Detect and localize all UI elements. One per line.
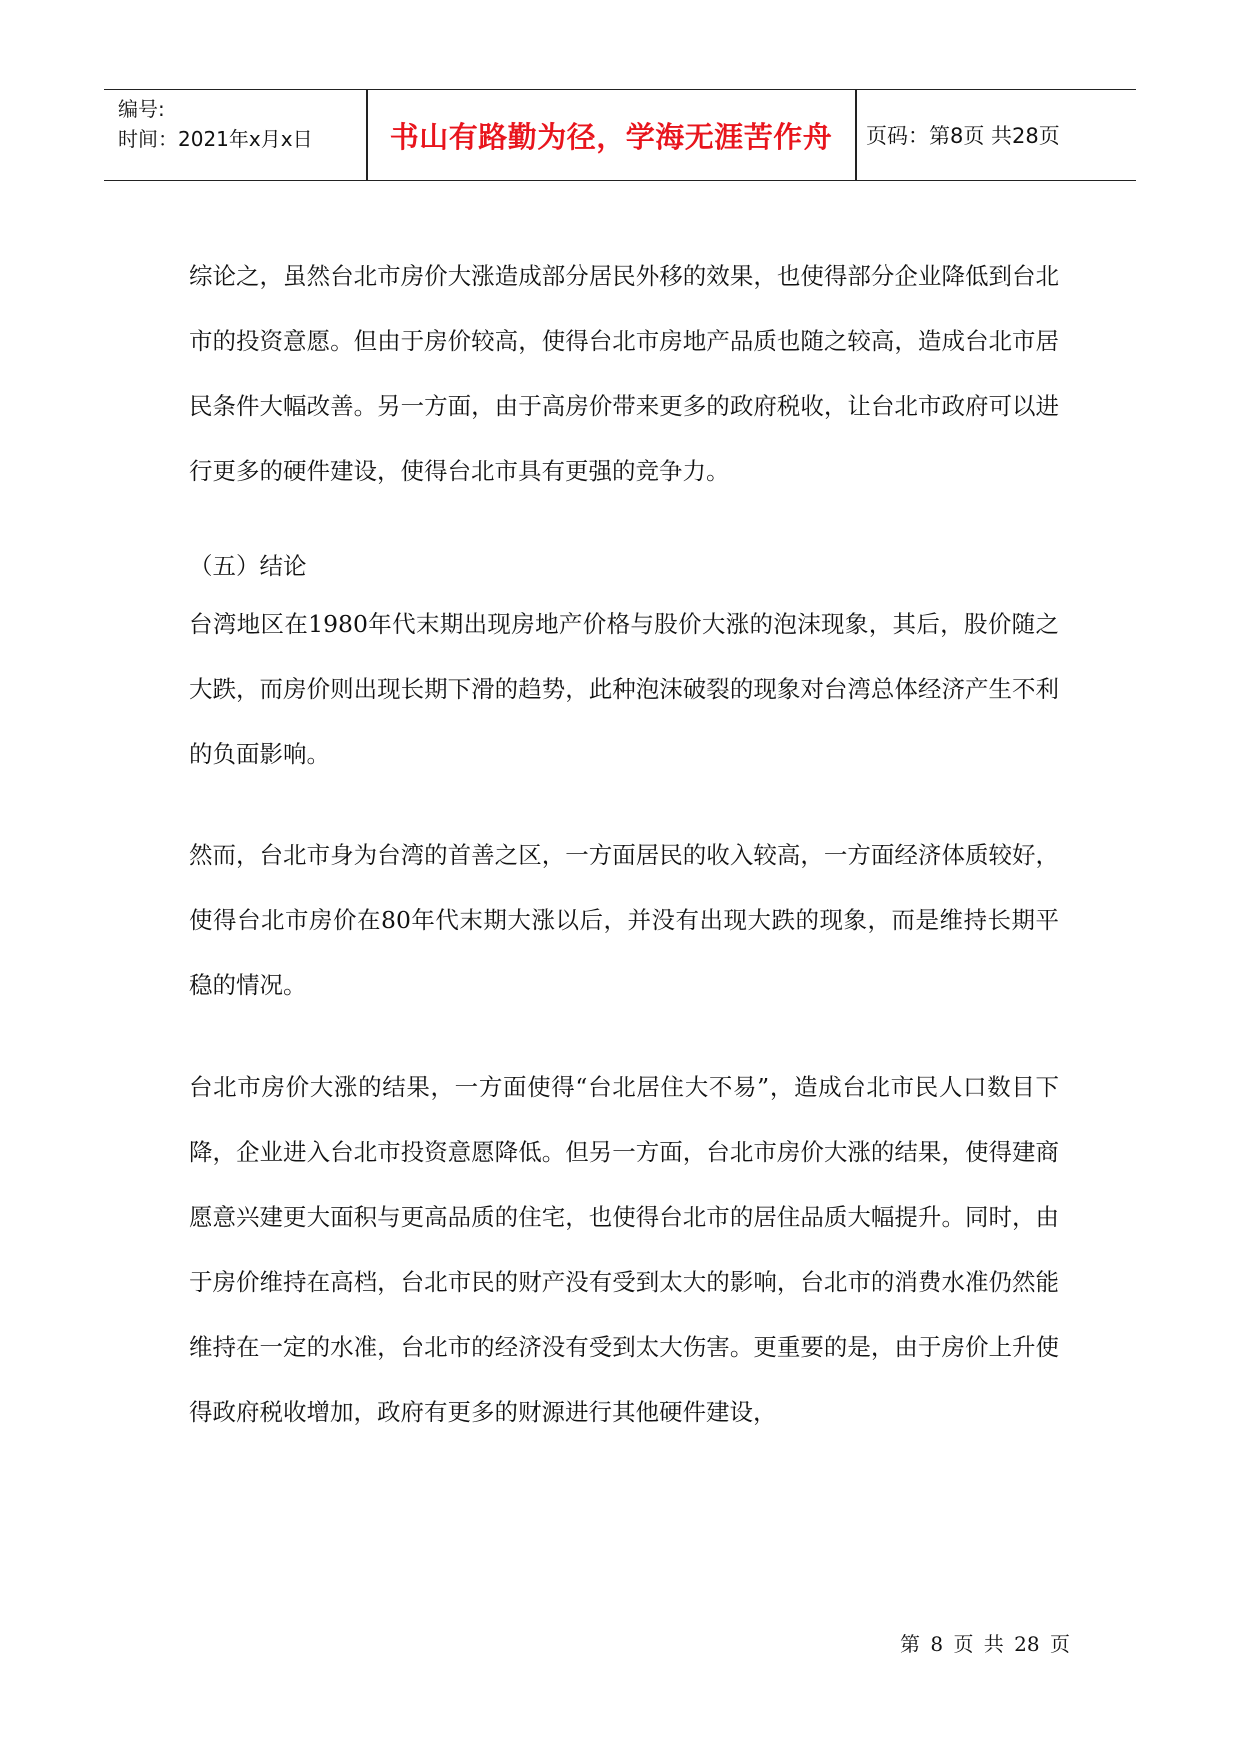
section-heading-conclusion: （五）结论	[189, 552, 307, 580]
paragraph-summary: 综论之，虽然台北市房价大涨造成部分居民外移的效果，也使得部分企业降低到台北市的投资意愿。但由于房价较高，使得台北市房地产品质也随之较高，造成台北市居民条件大幅改善。另一方面，由于高房价带来更多的政府税收，让台北市政府可以进行更多的硬件建设，使得台北市具有更强的竞争力。	[189, 262, 1059, 485]
serial-number-label: 编号:	[118, 97, 165, 121]
time-label: 时间：2021年x月x日	[118, 127, 313, 151]
header-divider-right	[855, 90, 857, 180]
header-page-info: 页码：第8页 共28页	[866, 124, 1060, 148]
paragraph-conclusion-1: 台湾地区在1980年代末期出现房地产价格与股价大涨的泡沫现象，其后，股价随之大跌，而房价则出现长期下滑的趋势，此种泡沫破裂的现象对台湾总体经济产生不利的负面影响。	[189, 610, 1059, 768]
page-footer: 第 8 页 共 28 页	[900, 1632, 1070, 1656]
header-meta	[118, 94, 368, 154]
page-header	[104, 89, 1136, 181]
header-motto: 书山有路勤为径，学海无涯苦作舟	[389, 119, 833, 154]
paragraph-conclusion-3: 台北市房价大涨的结果，一方面使得“台北居住大不易”，造成台北市民人口数目下降，企业进入台北市投资意愿降低。但另一方面，台北市房价大涨的结果，使得建商愿意兴建更大面积与更高品质的住宅，也使得台北市的居住品质大幅提升。同时，由于房价维持在高档，台北市民的财产没有受到太大的影响，台北市的消费水准仍然能维持在一定的水准，台北市的经济没有受到太大伤害。更重要的是，由于房价上升使得政府税收增加，政府有更多的财源进行其他硬件建设，	[189, 1073, 1059, 1426]
paragraph-conclusion-2: 然而，台北市身为台湾的首善之区，一方面居民的收入较高，一方面经济体质较好，使得台北市房价在80年代末期大涨以后，并没有出现大跌的现象，而是维持长期平稳的情况。	[189, 841, 1059, 999]
